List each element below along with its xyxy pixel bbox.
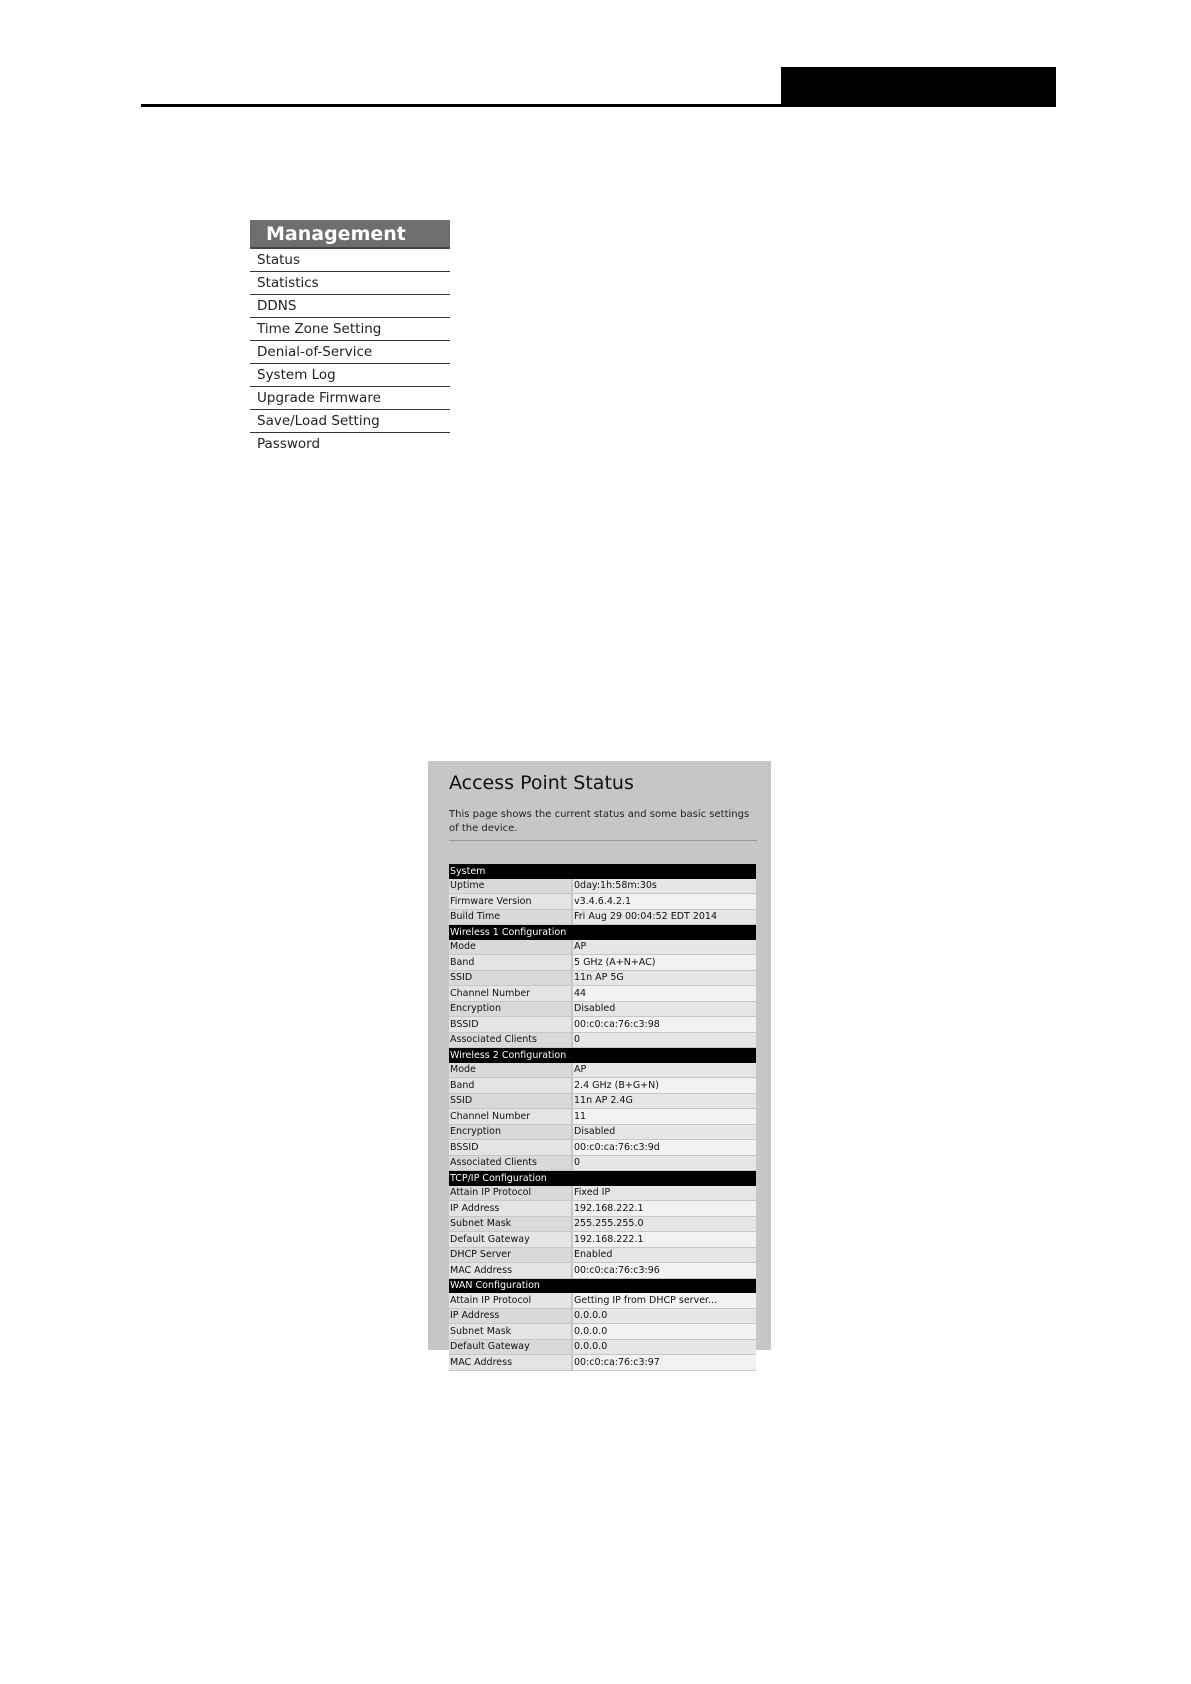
row-value: 0.0.0.0 — [571, 1309, 756, 1325]
row-label: Default Gateway — [449, 1232, 571, 1248]
row-label: SSID — [449, 971, 571, 987]
section-header-wireless-1-configuration — [449, 925, 756, 940]
section-title: Wireless 1 Configuration — [449, 925, 756, 940]
row-value: 0.0.0.0 — [571, 1340, 756, 1356]
management-menu-title: Management — [250, 220, 450, 249]
page-description: This page shows the current status and some basic settings of the device. — [449, 809, 750, 834]
table-row — [449, 1033, 756, 1049]
row-value: 5 GHz (A+N+AC) — [571, 955, 756, 971]
row-value: 2.4 GHz (B+G+N) — [571, 1078, 756, 1094]
row-label: Encryption — [449, 1125, 571, 1141]
row-label: Mode — [449, 940, 571, 956]
table-row — [449, 1109, 756, 1125]
row-label: Default Gateway — [449, 1340, 571, 1356]
table-row — [449, 1140, 756, 1156]
row-value: Fri Aug 29 00:04:52 EDT 2014 — [571, 910, 756, 926]
section-title: System — [449, 864, 756, 879]
row-value: 00:c0:ca:76:c3:96 — [571, 1263, 756, 1279]
page-title: Access Point Status — [449, 772, 634, 794]
menu-item-denial-of-service[interactable]: Denial-of-Service — [250, 341, 450, 364]
row-label: SSID — [449, 1094, 571, 1110]
menu-item-status[interactable]: Status — [250, 249, 450, 272]
table-row — [449, 1217, 756, 1233]
management-menu — [250, 220, 450, 456]
table-row — [449, 1293, 756, 1309]
row-label: Associated Clients — [449, 1033, 571, 1049]
row-label: IP Address — [449, 1309, 571, 1325]
row-label: Encryption — [449, 1002, 571, 1018]
row-label: Firmware Version — [449, 894, 571, 910]
row-label: IP Address — [449, 1201, 571, 1217]
divider — [449, 840, 757, 841]
table-row — [449, 879, 756, 895]
row-label: Channel Number — [449, 986, 571, 1002]
section-header-wireless-2-configuration — [449, 1048, 756, 1063]
table-row — [449, 1078, 756, 1094]
table-row — [449, 1156, 756, 1172]
row-label: Associated Clients — [449, 1156, 571, 1172]
access-point-status-panel — [428, 761, 771, 1368]
row-label: Subnet Mask — [449, 1324, 571, 1340]
row-value: 192.168.222.1 — [571, 1232, 756, 1248]
status-table — [449, 864, 756, 1371]
row-value: v3.4.6.4.2.1 — [571, 894, 756, 910]
table-row — [449, 1002, 756, 1018]
table-row — [449, 955, 756, 971]
menu-item-upgrade-firmware[interactable]: Upgrade Firmware — [250, 387, 450, 410]
table-row — [449, 1186, 756, 1202]
menu-item-ddns[interactable]: DDNS — [250, 295, 450, 318]
row-value: 0.0.0.0 — [571, 1324, 756, 1340]
row-value: Fixed IP — [571, 1186, 756, 1202]
menu-item-time-zone-setting[interactable]: Time Zone Setting — [250, 318, 450, 341]
menu-item-system-log[interactable]: System Log — [250, 364, 450, 387]
row-value: 0 — [571, 1033, 756, 1049]
row-value: AP — [571, 940, 756, 956]
table-row — [449, 1309, 756, 1325]
table-row — [449, 1125, 756, 1141]
row-value: Enabled — [571, 1248, 756, 1264]
table-row — [449, 1201, 756, 1217]
row-label: Subnet Mask — [449, 1217, 571, 1233]
row-value: 11n AP 2.4G — [571, 1094, 756, 1110]
table-row — [449, 1232, 756, 1248]
row-label: Uptime — [449, 879, 571, 895]
row-value: 0day:1h:58m:30s — [571, 879, 756, 895]
row-label: Build Time — [449, 910, 571, 926]
row-value: AP — [571, 1063, 756, 1079]
row-label: Band — [449, 1078, 571, 1094]
row-value: 11 — [571, 1109, 756, 1125]
header-block — [781, 67, 1056, 107]
row-label: MAC Address — [449, 1355, 571, 1371]
section-header-system — [449, 864, 756, 879]
section-title: WAN Configuration — [449, 1279, 756, 1294]
row-value: 00:c0:ca:76:c3:9d — [571, 1140, 756, 1156]
row-value: 0 — [571, 1156, 756, 1172]
row-value: Getting IP from DHCP server... — [571, 1293, 756, 1309]
row-label: Attain IP Protocol — [449, 1186, 571, 1202]
row-label: BSSID — [449, 1017, 571, 1033]
row-label: Attain IP Protocol — [449, 1293, 571, 1309]
row-value: 00:c0:ca:76:c3:97 — [571, 1355, 756, 1371]
row-label: Channel Number — [449, 1109, 571, 1125]
menu-item-password[interactable]: Password — [257, 436, 321, 452]
row-label: BSSID — [449, 1140, 571, 1156]
row-label: Mode — [449, 1063, 571, 1079]
table-row — [449, 1340, 756, 1356]
menu-item-save-load-setting[interactable]: Save/Load Setting — [250, 410, 450, 433]
row-value: 44 — [571, 986, 756, 1002]
menu-item-statistics[interactable]: Statistics — [250, 272, 450, 295]
table-row — [449, 1063, 756, 1079]
row-label: Band — [449, 955, 571, 971]
row-value: Disabled — [571, 1002, 756, 1018]
section-header-wan-configuration — [449, 1279, 756, 1294]
row-value: Disabled — [571, 1125, 756, 1141]
table-row — [449, 894, 756, 910]
section-title: TCP/IP Configuration — [449, 1171, 756, 1186]
section-title: Wireless 2 Configuration — [449, 1048, 756, 1063]
row-value: 00:c0:ca:76:c3:98 — [571, 1017, 756, 1033]
table-row — [449, 1324, 756, 1340]
table-row — [449, 940, 756, 956]
table-row — [449, 1248, 756, 1264]
table-row — [449, 971, 756, 987]
section-header-tcp-ip-configuration — [449, 1171, 756, 1186]
row-value: 255.255.255.0 — [571, 1217, 756, 1233]
table-row — [449, 1355, 756, 1371]
table-row — [449, 1017, 756, 1033]
table-row — [449, 986, 756, 1002]
table-row — [449, 910, 756, 926]
header-rule — [141, 104, 1056, 107]
row-value: 11n AP 5G — [571, 971, 756, 987]
row-value: 192.168.222.1 — [571, 1201, 756, 1217]
row-label: MAC Address — [449, 1263, 571, 1279]
table-row — [449, 1263, 756, 1279]
row-label: DHCP Server — [449, 1248, 571, 1264]
table-row — [449, 1094, 756, 1110]
